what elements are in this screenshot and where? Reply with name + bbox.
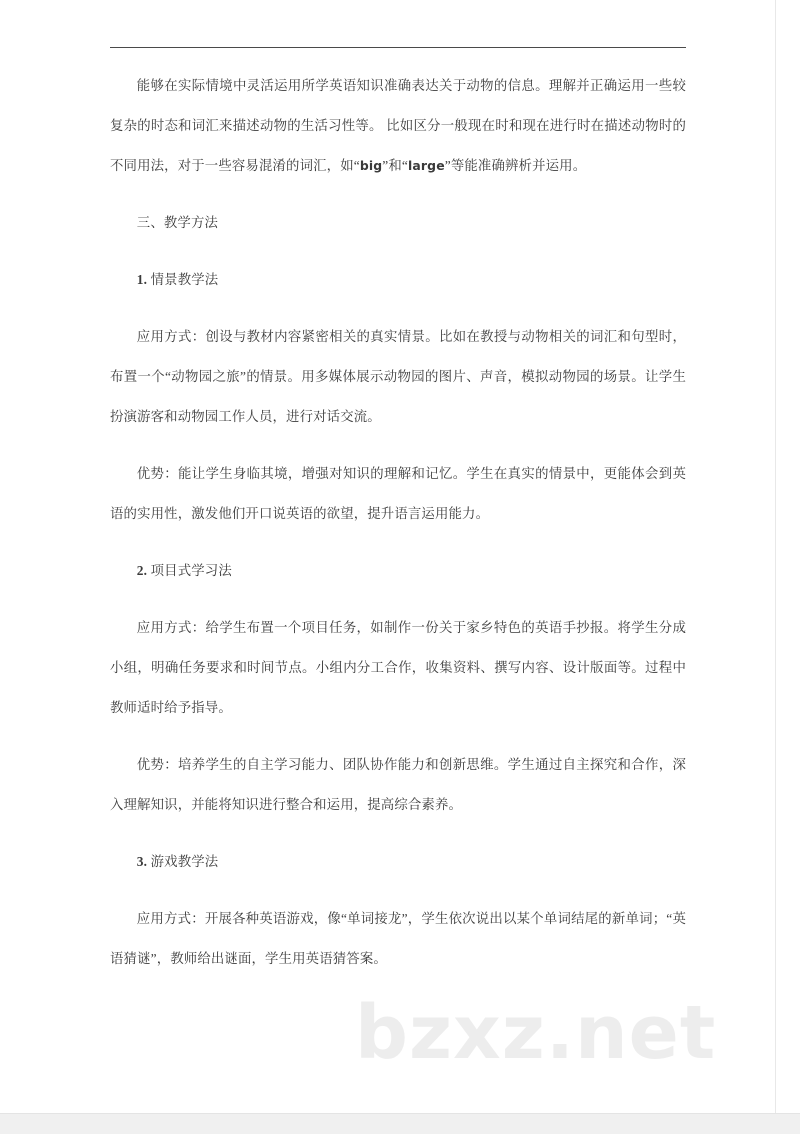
spacer <box>110 728 686 745</box>
section-heading-teaching-methods: 三、教学方法 <box>136 215 219 230</box>
paragraph-objectives-tail: 等能准确辨析并运用。 <box>450 158 587 173</box>
spacer <box>110 300 686 317</box>
page-edge-bottom <box>0 1113 800 1134</box>
document-body <box>110 66 686 979</box>
method-advantage-2: 优势：培养学生的自主学习能力、团队协作能力和创新思维。学生通过自主探究和合作，深入理解知识，并能将知识进行整合和运用，提高综合素养。 <box>110 757 686 812</box>
quote-close-1: ” <box>382 158 389 173</box>
spacer <box>110 437 686 454</box>
page-edge-right <box>775 0 776 1113</box>
method-advantage-1: 优势：能让学生身临其境，增强对知识的理解和记忆。学生在真实的情景中，更能体会到英语的实用性，激发他们开口说英语的欲望，提升语言运用能力。 <box>110 466 686 521</box>
quote-close-2: ” <box>444 158 451 173</box>
method-heading-3 <box>110 842 686 882</box>
method-heading-1 <box>110 260 686 300</box>
method-title-2: 项目式学习法 <box>150 563 232 578</box>
method-application-1: 应用方式：创设与教材内容紧密相关的真实情景。比如在教授与动物相关的词汇和句型时，布置一个“动物园之旅”的情景。用多媒体展示动物园的图片、声音，模拟动物园的场景。让学生扮演游客和动物园工作人员，进行对话交流。 <box>110 329 686 424</box>
term-large: large <box>408 158 445 173</box>
spacer <box>110 186 686 203</box>
spacer <box>110 534 686 551</box>
paragraph-objectives-text: 能够在实际情境中灵活运用所学英语知识准确表达关于动物的信息。理解并正确运用一些较复杂的时态和词汇来描述动物的生活习性等。 比如区分一般现在时和现在进行时在描述动物时的不同用法，对于一些容易混淆的词汇，如 <box>110 78 686 173</box>
watermark-bzxz: bzxz.net <box>355 990 717 1076</box>
method-heading-2 <box>110 551 686 591</box>
quote-open-2: “ <box>401 158 408 173</box>
spacer <box>110 591 686 608</box>
header-divider <box>110 47 686 48</box>
term-big: big <box>359 158 383 173</box>
spacer <box>110 243 686 260</box>
method-number-1: 1. <box>136 272 148 287</box>
method-title-3: 游戏教学法 <box>150 854 219 869</box>
method-application-2: 应用方式：给学生布置一个项目任务，如制作一份关于家乡特色的英语手抄报。将学生分成小组，明确任务要求和时间节点。小组内分工合作，收集资料、撰写内容、设计版面等。过程中教师适时给予指导。 <box>110 620 686 715</box>
method-title-1: 情景教学法 <box>150 272 219 287</box>
method-application-3: 应用方式：开展各种英语游戏，像“单词接龙”，学生依次说出以某个单词结尾的新单词；“英语猜谜”，教师给出谜面，学生用英语猜答案。 <box>110 911 686 966</box>
method-number-3: 3. <box>136 854 148 869</box>
quote-open-1: “ <box>353 158 360 173</box>
paragraph-objectives <box>110 66 686 186</box>
method-number-2: 2. <box>136 563 148 578</box>
spacer <box>110 882 686 899</box>
spacer <box>110 825 686 842</box>
conjunction-he: 和 <box>388 158 402 173</box>
